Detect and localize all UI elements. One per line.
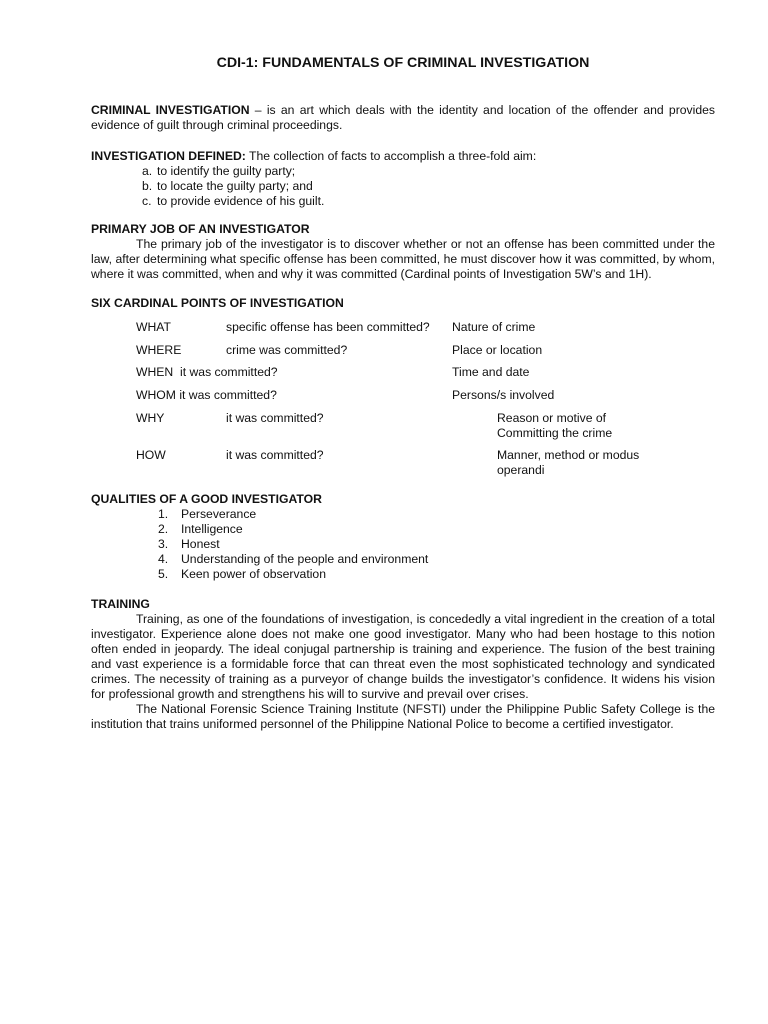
cardinal-question: specific offense has been committed? — [226, 320, 430, 334]
cardinal-answer-continued: operandi — [497, 463, 545, 477]
cardinal-word: WHEN it was committed? — [136, 365, 278, 379]
list-marker: 5. — [158, 567, 169, 581]
qualities-section — [91, 492, 715, 582]
training-heading — [91, 597, 715, 612]
cardinal-word: HOW — [136, 448, 166, 462]
list-item-text: to locate the guilty party; and — [157, 179, 313, 193]
list-item-text: Intelligence — [181, 522, 243, 536]
cardinal-answer: Reason or motive of — [497, 411, 607, 425]
list-item-text: Perseverance — [181, 507, 257, 521]
investigation-defined-term: INVESTIGATION DEFINED: — [91, 149, 246, 163]
training-section — [91, 597, 715, 732]
list-marker: 1. — [158, 507, 169, 521]
investigation-defined-line — [91, 149, 715, 164]
page-title: CDI-1: FUNDAMENTALS OF CRIMINAL INVESTIGATION — [216, 55, 590, 71]
primary-job-paragraph: The primary job of the investigator is to discover whether or not an offense has been committed under the law, after determining what specific offense has been committed, he must discover how it was committed, by whom, where it was committed, when and why it was committed (Cardinal points of Investigation 5W’s and 1H). — [91, 237, 715, 281]
section-heading: PRIMARY JOB OF AN INVESTIGATOR — [91, 222, 310, 236]
aims-list — [91, 164, 715, 209]
cardinal-point-row — [91, 365, 715, 380]
section-heading: SIX CARDINAL POINTS OF INVESTIGATION — [91, 296, 344, 310]
cardinal-point-row — [91, 411, 715, 441]
list-item — [158, 537, 715, 552]
list-item-text: to identify the guilty party; — [157, 164, 296, 178]
cardinal-question: it was committed? — [226, 411, 324, 425]
list-item — [142, 179, 715, 194]
cardinal-point-row — [91, 448, 715, 478]
list-marker: c. — [142, 194, 152, 208]
cardinal-point-row — [91, 343, 715, 358]
cardinal-word: WHAT — [136, 320, 171, 334]
primary-job-section — [91, 222, 715, 282]
list-marker: 3. — [158, 537, 169, 551]
cardinal-word: WHOM it was committed? — [136, 388, 277, 402]
cardinal-point-row — [91, 388, 715, 403]
list-marker: 2. — [158, 522, 169, 536]
cardinal-question: it was committed? — [226, 448, 324, 462]
criminal-investigation-text: – is an art which deals with the identity and location of the offender and provides evidence of guilt through criminal proceedings. — [91, 103, 715, 132]
qualities-list — [91, 507, 715, 582]
list-item — [158, 522, 715, 537]
cardinal-word: WHERE — [136, 343, 182, 357]
list-item — [142, 164, 715, 179]
list-item-text: Honest — [181, 537, 220, 551]
list-item-text: Understanding of the people and environment — [181, 552, 429, 566]
primary-job-heading — [91, 222, 715, 237]
criminal-investigation-term: CRIMINAL INVESTIGATION — [91, 103, 250, 117]
training-paragraph-2: The National Forensic Science Training Institute (NFSTI) under the Philippine Public Safety College is the institution that trains uniformed personnel of the Philippine National Police to become a certified investigator. — [91, 702, 715, 731]
list-marker: a. — [142, 164, 153, 178]
list-marker: 4. — [158, 552, 169, 566]
investigation-defined-section — [91, 149, 715, 209]
investigation-defined-text: The collection of facts to accomplish a three-fold aim: — [245, 149, 537, 163]
cardinal-points-heading — [91, 296, 715, 311]
list-item — [142, 194, 715, 209]
cardinal-answer: Place or location — [452, 343, 543, 357]
section-heading: QUALITIES OF A GOOD INVESTIGATOR — [91, 492, 322, 506]
cardinal-answer: Persons/s involved — [452, 388, 555, 402]
cardinal-question: crime was committed? — [226, 343, 348, 357]
cardinal-answer: Manner, method or modus — [497, 448, 640, 462]
list-item-text: Keen power of observation — [181, 567, 326, 581]
cardinal-point-row — [91, 320, 715, 335]
list-item — [158, 507, 715, 522]
list-item — [158, 552, 715, 567]
list-item — [158, 567, 715, 582]
training-paragraph-1: Training, as one of the foundations of investigation, is concededly a vital ingredient in the creation of a total investigator. Experience alone does not make one good investigator. Many who had been hostage to this notion often ended in jeopardy. The ideal conjugal partnership is training and experience. The fusion of the best training and vast experience is a formidable force that can threat even the most sophisticated technology and syndicated crimes. The necessity of training as a purveyor of change builds the investigator’s confidence. It widens his vision for professional growth and strengthens his will to survive and prevail over crises. — [91, 612, 715, 701]
section-heading: TRAINING — [91, 597, 150, 611]
cardinal-answer-continued: Committing the crime — [497, 426, 613, 440]
list-marker: b. — [142, 179, 153, 193]
cardinal-answer: Nature of crime — [452, 320, 536, 334]
list-item-text: to provide evidence of his guilt. — [157, 194, 325, 208]
criminal-investigation-definition — [91, 103, 715, 133]
cardinal-answer: Time and date — [452, 365, 530, 379]
cardinal-word: WHY — [136, 411, 165, 425]
qualities-heading — [91, 492, 715, 507]
